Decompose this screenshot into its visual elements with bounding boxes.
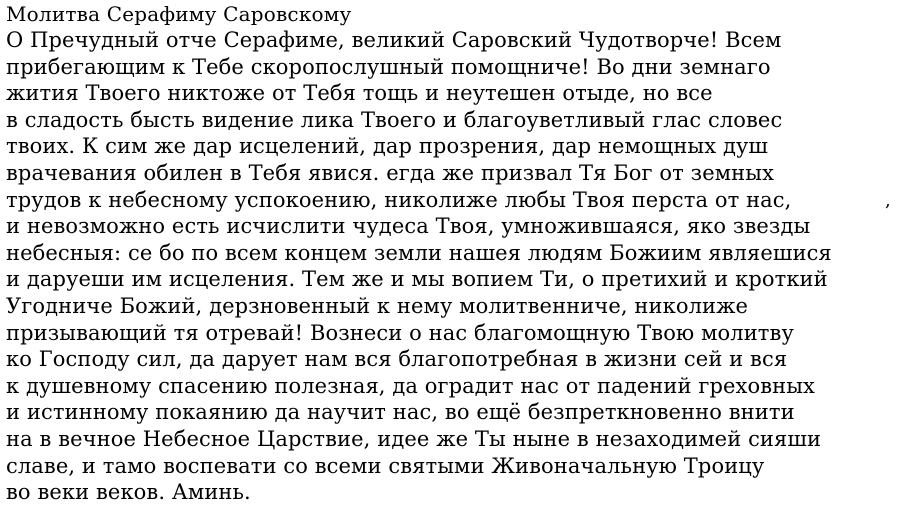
- text-line: трудов к небесному успокоению, николиже любы Твоя перста от нас,: [6, 187, 792, 212]
- text-line: твоих. К сим же дар исцелений, дар прозрения, дар немощных душ: [6, 134, 769, 159]
- stray-mark: ,: [885, 190, 891, 211]
- text-line: врачевания обилен в Тебя явися. егда же призвал Тя Бог от земных: [6, 160, 775, 185]
- text-line: к душевному спасению полезная, да оградит нас от падений греховных: [6, 373, 815, 398]
- prayer-title: Молитва Серафиму Саровскому: [6, 2, 352, 26]
- text-line: во веки веков. Аминь.: [6, 480, 251, 505]
- text-line: и истинному покаянию да научит нас, во ещё безпреткновенно внити: [6, 400, 795, 425]
- text-line: ко Господу сил, да дарует нам вся благопотребная в жизни сей и вся: [6, 347, 788, 372]
- text-line: О Пречудный отче Серафиме, великий Саровский Чудотворче! Всем: [6, 28, 782, 52]
- text-line: прибегающим к Тебе скоропослушный помощниче! Во дни земнаго: [6, 54, 771, 79]
- text-line: небесныя: се бо по всем концем земли нашея людям Божиим являешися: [6, 240, 832, 265]
- prayer-document: [6, 2, 894, 506]
- text-line: и невозможно есть исчислити чудеса Твоя, умножившаяся, яко звезды: [6, 214, 811, 239]
- text-line: славе, и тамо воспевати со всеми святыми Живоначальную Троицу: [6, 453, 765, 478]
- text-line: Угодниче Божий, дерзновенный к нему молитвенниче, николиже: [6, 293, 749, 318]
- text-line: призывающий тя отревай! Вознеси о нас благомощную Твою молитву: [6, 320, 794, 345]
- text-line: в сладость бысть видение лика Твоего и благоуветливый глас словес: [6, 107, 783, 132]
- text-line: жития Твоего никтоже от Тебя тощь и неутешен отыде, но все: [6, 81, 713, 106]
- text-line: и даруеши им исцеления. Тем же и мы вопием Ти, о претихий и кроткий: [6, 267, 828, 292]
- text-line: на в вечное Небесное Царствие, идее же Ты ныне в незаходимей сияши: [6, 426, 822, 451]
